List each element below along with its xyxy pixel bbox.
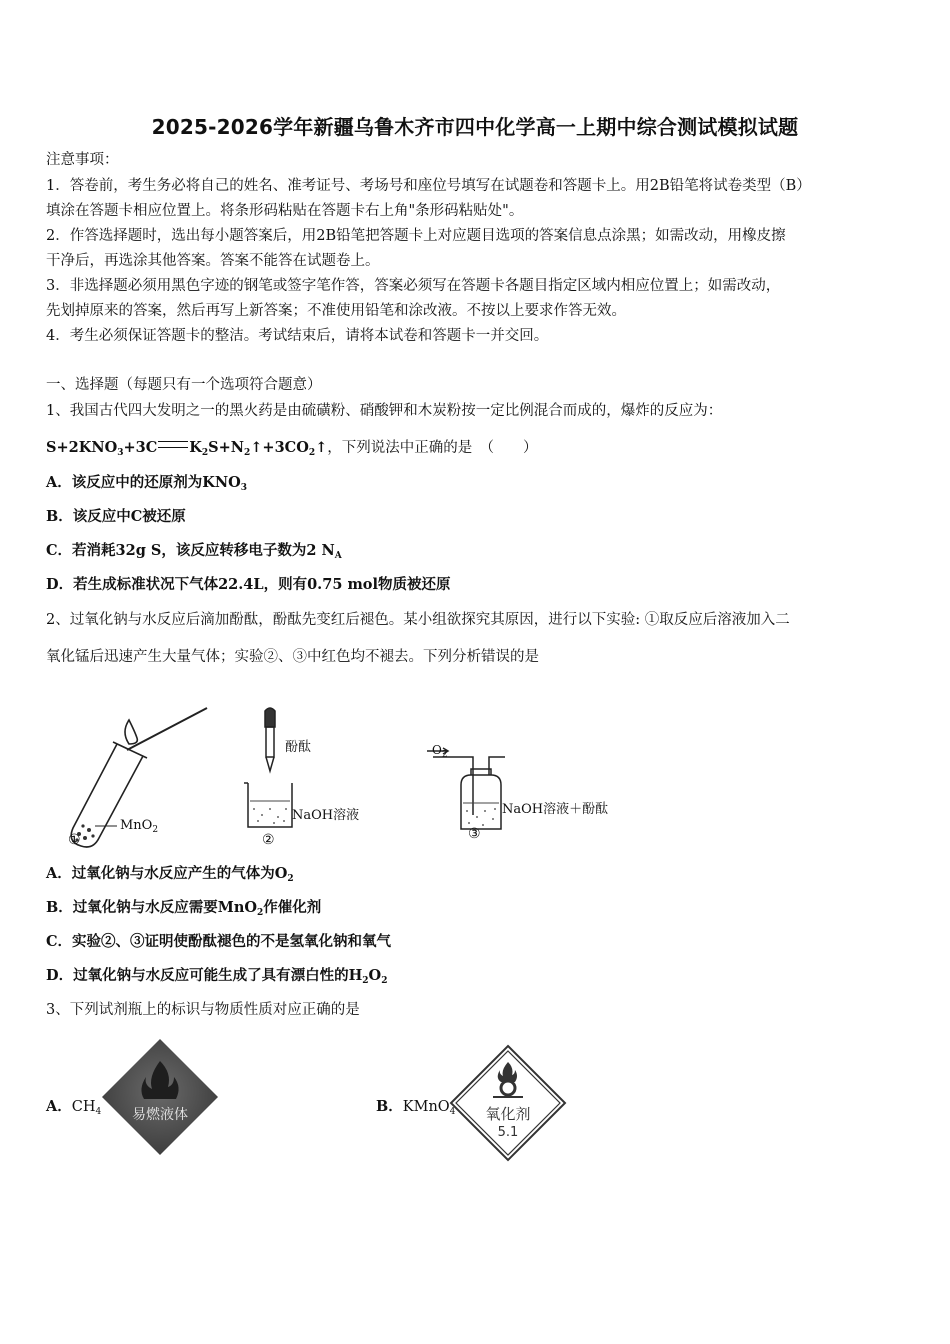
option-sub: 2 xyxy=(381,976,388,986)
experiment-3-number: ③ xyxy=(468,826,481,842)
q1-equation xyxy=(46,438,538,458)
option-sub: 4 xyxy=(449,1107,456,1117)
q2-option-d[interactable] xyxy=(46,966,387,986)
eq-rhs-d: ↑ xyxy=(315,439,328,456)
q3-stem: 3、下列试剂瓶上的标识与物质性质对应正确的是 xyxy=(46,1002,360,1018)
option-label: C． xyxy=(46,542,73,559)
option-label: A． xyxy=(46,865,72,882)
option-label: B． xyxy=(46,899,73,916)
option-sub: 4 xyxy=(95,1107,102,1117)
eq-sub: 2 xyxy=(308,448,316,458)
q1-stem: 1、我国古代四大发明之一的黑火药是由硫磺粉、硝酸钾和木炭粉按一定比例混合而成的，爆炸的反应为： xyxy=(46,403,723,419)
option-label: A． xyxy=(46,474,72,491)
option-label: B． xyxy=(376,1098,403,1115)
notice-line-7: 4．考生必须保证答题卡的整洁。考试结束后，请将本试卷和答题卡一并交回。 xyxy=(46,328,549,344)
eq-rhs-b: S+N xyxy=(208,439,244,456)
q3-option-b[interactable] xyxy=(376,1097,455,1117)
option-label: C． xyxy=(46,933,73,950)
option-sub: 3 xyxy=(240,483,248,493)
flammable-liquid-sign-icon xyxy=(100,1037,220,1157)
option-text-tail: 作催化剂 xyxy=(263,899,322,916)
option-label: B． xyxy=(46,508,73,525)
q2-option-c[interactable] xyxy=(46,932,391,952)
option-text: 若消耗32g S，该反应转移电子数为2 N xyxy=(72,542,335,559)
mno2-sub: 2 xyxy=(152,825,159,835)
notice-line-3: 2．作答选择题时，选出每小题答案后，用2B铅笔把答题卡上对应题目选项的答案信息点涂黑；如需改动，用橡皮擦 xyxy=(46,228,786,244)
q3-option-a[interactable] xyxy=(46,1097,101,1117)
notice-line-6: 先划掉原来的答案，然后再写上新答案；不准使用铅笔和涂改液。不按以上要求作答无效。 xyxy=(46,303,626,319)
notice-line-1: 1．答卷前，考生务必将自己的姓名、准考证号、考场号和座位号填写在试题卷和答题卡上。用2B铅笔将试卷类型（B） xyxy=(46,178,811,194)
q1-option-a[interactable] xyxy=(46,473,247,493)
option-sub: 2 xyxy=(257,908,264,918)
experiment-3-label: NaOH溶液＋酚酞 xyxy=(502,802,609,817)
experiment-2-figure xyxy=(240,705,300,835)
option-text: 该反应中的还原剂为KNO xyxy=(71,474,241,491)
section-heading: 一、选择题（每题只有一个选项符合题意） xyxy=(46,377,322,393)
option-text: 过氧化钠与水反应产生的气体为O xyxy=(71,865,288,882)
q2-stem-line-1: 2、过氧化钠与水反应后滴加酚酞，酚酞先变红后褪色。某小组欲探究其原因，进行以下实验: ①取反应后溶液加入二 xyxy=(46,612,790,628)
eq-tail: ，下列说法中正确的是 （ ） xyxy=(327,440,538,456)
q2-option-a[interactable] xyxy=(46,864,294,884)
experiment-1-label xyxy=(120,816,158,836)
experiment-2-top-label: 酚酞 xyxy=(285,740,312,755)
option-text: 过氧化钠与水反应需要MnO xyxy=(72,899,257,916)
q1-option-d[interactable] xyxy=(46,575,450,595)
eq-sub: 2 xyxy=(244,448,251,458)
oxidizer-sign-number: 5.1 xyxy=(497,1125,519,1140)
notice-line-4: 干净后，再选涂其他答案。答案不能答在试题卷上。 xyxy=(46,253,380,269)
q1-option-b[interactable] xyxy=(46,507,186,527)
equals-double-line xyxy=(158,441,188,448)
option-sub: 2 xyxy=(362,976,369,986)
page-title: 2025-2026学年新疆乌鲁木齐市四中化学高一上期中综合测试模拟试题 xyxy=(151,115,799,139)
option-text-mid: O xyxy=(368,967,382,984)
option-text: 过氧化钠与水反应可能生成了具有漂白性的H xyxy=(73,967,363,984)
notice-heading: 注意事项： xyxy=(46,152,119,168)
option-label: A． xyxy=(46,1098,72,1115)
option-text: 该反应中C被还原 xyxy=(72,508,186,525)
option-label: D． xyxy=(46,967,74,984)
q1-option-c[interactable] xyxy=(46,541,342,561)
eq-lhs2: +3C xyxy=(123,439,158,456)
experiment-2-label: NaOH溶液 xyxy=(292,808,360,823)
oxidizer-sign-text: 氧化剂 xyxy=(485,1105,531,1123)
experiment-3-gas-label xyxy=(432,740,448,760)
option-label: D． xyxy=(46,576,74,593)
mno2-text: MnO xyxy=(120,818,153,833)
notice-line-5: 3．非选择题必须用黑色字迹的钢笔或签字笔作答，答案必须写在答题卡各题目指定区域内相应位置上；如需改动， xyxy=(46,278,781,294)
o2-text: O xyxy=(432,743,442,757)
q2-stem-line-2: 氧化锰后迅速产生大量气体；实验②、③中红色均不褪去。下列分析错误的是 xyxy=(46,649,539,665)
eq-rhs-c: ↑+3CO xyxy=(250,439,309,456)
o2-sub: 2 xyxy=(441,750,448,760)
eq-lhs: S+2KNO xyxy=(46,439,118,456)
eq-sub: 2 xyxy=(201,448,209,458)
experiment-1-number: ① xyxy=(68,832,81,848)
option-text: CH xyxy=(71,1099,96,1115)
eq-rhs-a: K xyxy=(189,439,202,456)
notice-line-2: 填涂在答题卡相应位置上。将条形码粘贴在答题卡右上角"条形码粘贴处"。 xyxy=(46,203,524,219)
option-text: KMnO xyxy=(402,1099,450,1115)
option-text: 实验②、③证明使酚酞褪色的不是氢氧化钠和氧气 xyxy=(72,933,392,950)
q2-option-b[interactable] xyxy=(46,898,321,918)
option-sub: 2 xyxy=(287,874,294,884)
option-sub: A xyxy=(334,551,342,561)
flammable-sign-text: 易燃液体 xyxy=(132,1107,188,1123)
eq-sub: 3 xyxy=(117,448,124,458)
experiment-2-number: ② xyxy=(262,832,275,848)
option-text: 若生成标准状况下气体22.4L，则有0.75 mol物质被还原 xyxy=(73,576,451,593)
